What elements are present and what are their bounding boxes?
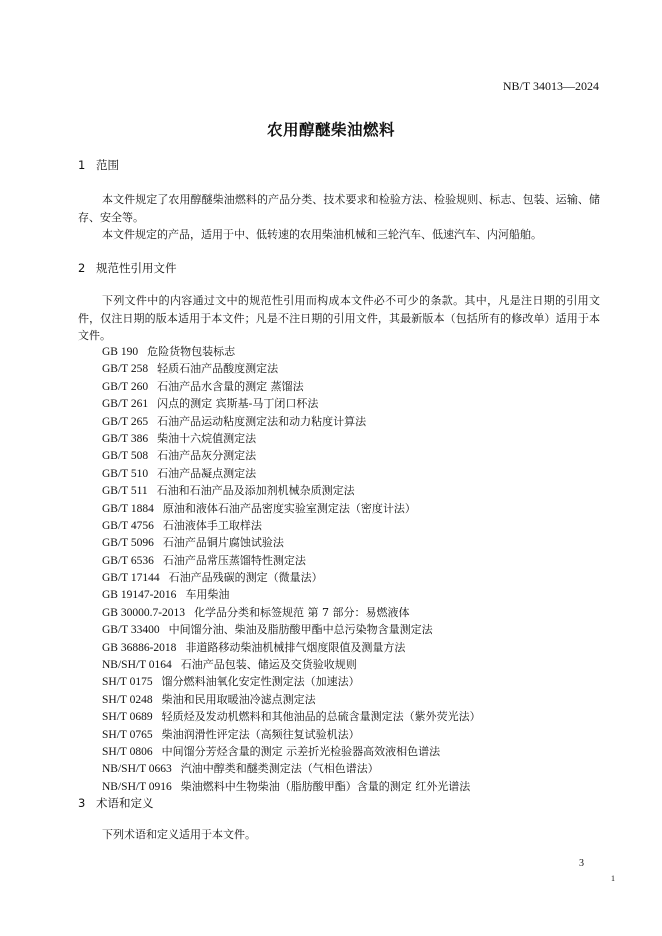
reference-title: 柴油燃料中生物柴油（脂肪酸甲酯）含量的测定 红外光谱法 (180, 779, 471, 793)
reference-title: 化学品分类和标签规范 第 7 部分：易燃液体 (194, 605, 410, 619)
section-1-paragraph-1: 本文件规定了农用醇醚柴油燃料的产品分类、技术要求和检验方法、检验规则、标志、包装、运输、储存、安全等。 (78, 193, 600, 224)
reference-code: SH/T 0248 (102, 693, 153, 706)
reference-item (102, 778, 481, 795)
reference-title: 轻质石油产品酸度测定法 (157, 362, 279, 376)
reference-title: 柴油和民用取暖油冷滤点测定法 (161, 692, 316, 706)
reference-item (102, 569, 481, 586)
reference-item (102, 691, 481, 708)
reference-item (102, 343, 481, 360)
reference-code: GB 190 (102, 346, 139, 358)
reference-code: SH/T 0689 (102, 711, 153, 724)
reference-code: NB/SH/T 0916 (102, 780, 172, 793)
reference-code: GB/T 258 (102, 363, 149, 376)
reference-item (102, 552, 481, 569)
reference-title: 柴油十六烷值测定法 (157, 431, 257, 445)
reference-item (102, 482, 481, 499)
reference-title: 馏分燃料油氧化安定性测定法（加速法） (161, 675, 360, 689)
reference-code: GB/T 510 (102, 467, 149, 480)
reference-title: 石油产品残碳的测定（微量法） (168, 571, 323, 585)
reference-title: 轻质烃及发动机燃料和其他油品的总硫含量测定法（紫外荧光法） (161, 710, 481, 724)
reference-item (102, 430, 481, 447)
reference-code: GB/T 511 (102, 485, 148, 498)
reference-item (102, 517, 481, 534)
reference-code: GB/T 4756 (102, 519, 154, 532)
reference-title: 柴油润滑性评定法（高频往复试验机法） (161, 727, 360, 741)
reference-code: GB/T 1884 (102, 502, 154, 515)
reference-code: SH/T 0806 (102, 745, 153, 758)
section-heading-1 (78, 157, 119, 173)
reference-item (102, 656, 481, 673)
reference-code: GB 30000.7-2013 (102, 606, 186, 619)
section-title: 术语和定义 (96, 796, 154, 810)
reference-item (102, 760, 481, 777)
reference-code: GB/T 386 (102, 432, 149, 445)
corner-mark: 1 (611, 874, 615, 883)
reference-item (102, 395, 481, 412)
reference-item (102, 360, 481, 377)
document-code: NB/T 34013—2024 (502, 79, 599, 93)
reference-title: 中间馏分芳烃含量的测定 示差折光检验器高效液相色谱法 (161, 744, 441, 758)
reference-item (102, 743, 481, 760)
section-heading-3 (78, 795, 154, 811)
reference-code: GB/T 17144 (102, 572, 160, 585)
reference-item (102, 604, 481, 621)
reference-title: 石油产品包装、储运及交货验收规则 (180, 658, 357, 672)
section-heading-2 (78, 260, 177, 276)
reference-item (102, 708, 481, 725)
section-3-paragraph-1: 下列术语和定义适用于本文件。 (102, 828, 256, 841)
reference-item (102, 413, 481, 430)
reference-title: 石油和石油产品及添加剂机械杂质测定法 (156, 484, 355, 498)
section-number: 3 (78, 796, 86, 810)
reference-code: GB/T 5096 (102, 537, 154, 550)
reference-title: 汽油中醇类和醚类测定法（气相色谱法） (180, 762, 379, 776)
reference-code: GB 36886-2018 (102, 641, 177, 654)
section-number: 2 (78, 261, 86, 275)
reference-code: GB/T 33400 (102, 624, 160, 637)
reference-title: 石油产品灰分测定法 (157, 449, 257, 463)
reference-item (102, 673, 481, 690)
reference-title: 非道路移动柴油机械排气烟度限值及测量方法 (185, 640, 406, 654)
reference-item (102, 534, 481, 551)
reference-title: 闪点的测定 宾斯基-马丁闭口杯法 (157, 397, 319, 411)
normative-references-list (102, 343, 481, 795)
reference-item (102, 465, 481, 482)
reference-title: 石油液体手工取样法 (162, 518, 262, 532)
reference-code: NB/SH/T 0663 (102, 763, 172, 776)
reference-title: 危险货物包装标志 (147, 345, 236, 358)
reference-code: GB/T 6536 (102, 554, 154, 567)
section-2-paragraph-1: 下列文件中的内容通过文中的规范性引用而构成本文件必不可少的条款。其中，凡是注日期的引用文件，仅注日期的版本适用于本文件；凡是不注日期的引用文件，其最新版本（包括所有的修改单）适用于本文件。 (78, 294, 600, 342)
reference-item (102, 726, 481, 743)
section-title: 范围 (96, 158, 119, 172)
reference-code: NB/SH/T 0164 (102, 659, 172, 672)
reference-item (102, 447, 481, 464)
reference-code: GB 19147-2016 (102, 589, 177, 602)
reference-code: GB/T 261 (102, 398, 149, 411)
section-number: 1 (78, 158, 86, 172)
section-title: 规范性引用文件 (96, 261, 177, 275)
reference-item (102, 378, 481, 395)
reference-code: GB/T 260 (102, 380, 149, 393)
section-1-paragraph-2: 本文件规定的产品，适用于中、低转速的农用柴油机械和三轮汽车、低速汽车、内河船舶。 (102, 228, 542, 241)
reference-title: 原油和液体石油产品密度实验室测定法（密度计法） (162, 501, 416, 515)
reference-item (102, 621, 481, 638)
reference-title: 石油产品水含量的测定 蒸馏法 (157, 379, 304, 393)
reference-title: 石油产品凝点测定法 (157, 466, 257, 480)
reference-title: 石油产品铜片腐蚀试验法 (162, 536, 284, 550)
reference-code: SH/T 0765 (102, 728, 153, 741)
reference-title: 中间馏分油、柴油及脂肪酸甲酯中总污染物含量测定法 (168, 623, 433, 637)
reference-item (102, 500, 481, 517)
reference-item (102, 586, 481, 603)
reference-code: GB/T 508 (102, 450, 149, 463)
reference-code: SH/T 0175 (102, 676, 153, 689)
reference-item (102, 639, 481, 656)
reference-title: 车用柴油 (185, 588, 230, 602)
page-number: 3 (579, 858, 584, 869)
reference-code: GB/T 265 (102, 415, 149, 428)
document-title: 农用醇醚柴油燃料 (266, 121, 395, 139)
reference-title: 石油产品运动粘度测定法和动力粘度计算法 (157, 414, 367, 428)
reference-title: 石油产品常压蒸馏特性测定法 (162, 553, 306, 567)
